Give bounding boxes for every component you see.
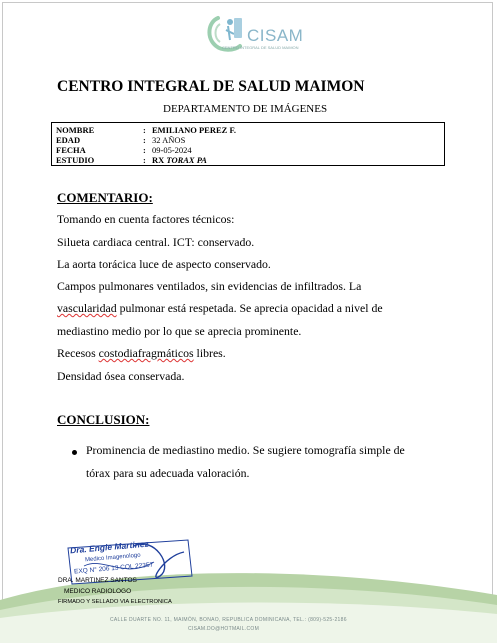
footer-address: CALLE DUARTE NO. 11, MAIMÓN, BONAO, REPUBLICA DOMINICANA, TEL.: (809)-525-2186	[110, 617, 347, 623]
comment-line	[57, 301, 383, 316]
conclusion-heading: CONCLUSION:	[57, 412, 150, 427]
signature-note: FIRMADO Y SELLADO VIA ELECTRONICA	[58, 599, 172, 605]
spell-flagged-word: vascularidad	[57, 301, 117, 315]
patient-label: NOMBRE	[56, 125, 95, 135]
patient-colon: :	[143, 155, 146, 165]
comentario-heading: COMENTARIO:	[57, 190, 153, 205]
stamp-role: Medico Imagenologo	[84, 552, 141, 564]
comment-text: libres.	[193, 346, 226, 360]
comment-line: Tomando en cuenta factores técnicos:	[57, 212, 235, 226]
stamp-name: Dra. Engie Martinez	[69, 538, 150, 556]
patient-value: 09-05-2024	[152, 145, 192, 155]
patient-colon: :	[143, 135, 146, 145]
conclusion-line: tórax para su adecuada valoración.	[86, 466, 250, 480]
bullet-icon	[72, 450, 77, 455]
comment-line: La aorta torácica luce de aspecto conservado.	[57, 257, 271, 271]
footer-email: CISAM.DO@HOTMAIL.COM	[188, 626, 260, 632]
patient-colon: :	[143, 125, 146, 135]
patient-value	[152, 155, 207, 165]
stamp-id: EXQ N° 206 13 COL 22357	[73, 561, 154, 576]
comment-text: pulmonar está respetada. Se aprecia opacidad a nivel de	[116, 301, 383, 315]
logo-text: CISAM	[247, 26, 304, 45]
comment-line: Silueta cardiaca central. ICT: conservado.	[57, 235, 255, 249]
signer-title: MEDICO RADIOLOGO	[64, 588, 132, 595]
patient-label: FECHA	[56, 145, 86, 155]
comment-line	[57, 346, 226, 361]
signer-name: DRA. MARTINEZ SANTOS	[58, 577, 137, 584]
spell-flagged-word: costodiafragmáticos	[98, 346, 194, 360]
patient-label: ESTUDIO	[56, 155, 95, 165]
patient-info-box	[51, 122, 445, 166]
conclusion-line: Prominencia de mediastino medio. Se sugiere tomografía simple de	[86, 443, 405, 457]
study-prefix: RX	[152, 155, 167, 165]
study-italic: TORAX PA	[166, 155, 207, 165]
department-title: DEPARTAMENTO DE IMÁGENES	[163, 103, 328, 115]
logo-subtext: CENTRO INTEGRAL DE SALUD MAIMON	[222, 45, 299, 50]
comment-line: mediastino medio por lo que se aprecia prominente.	[57, 324, 302, 338]
comment-text: Recesos	[57, 346, 99, 360]
patient-value: 32 AÑOS	[152, 135, 186, 145]
patient-label: EDAD	[56, 135, 81, 145]
comment-line: Densidad ósea conservada.	[57, 369, 185, 383]
patient-colon: :	[143, 145, 146, 155]
patient-value: EMILIANO PEREZ F.	[152, 125, 236, 135]
org-title: CENTRO INTEGRAL DE SALUD MAIMON	[57, 78, 365, 95]
comment-line: Campos pulmonares ventilados, sin evidencias de infiltrados. La	[57, 279, 362, 293]
